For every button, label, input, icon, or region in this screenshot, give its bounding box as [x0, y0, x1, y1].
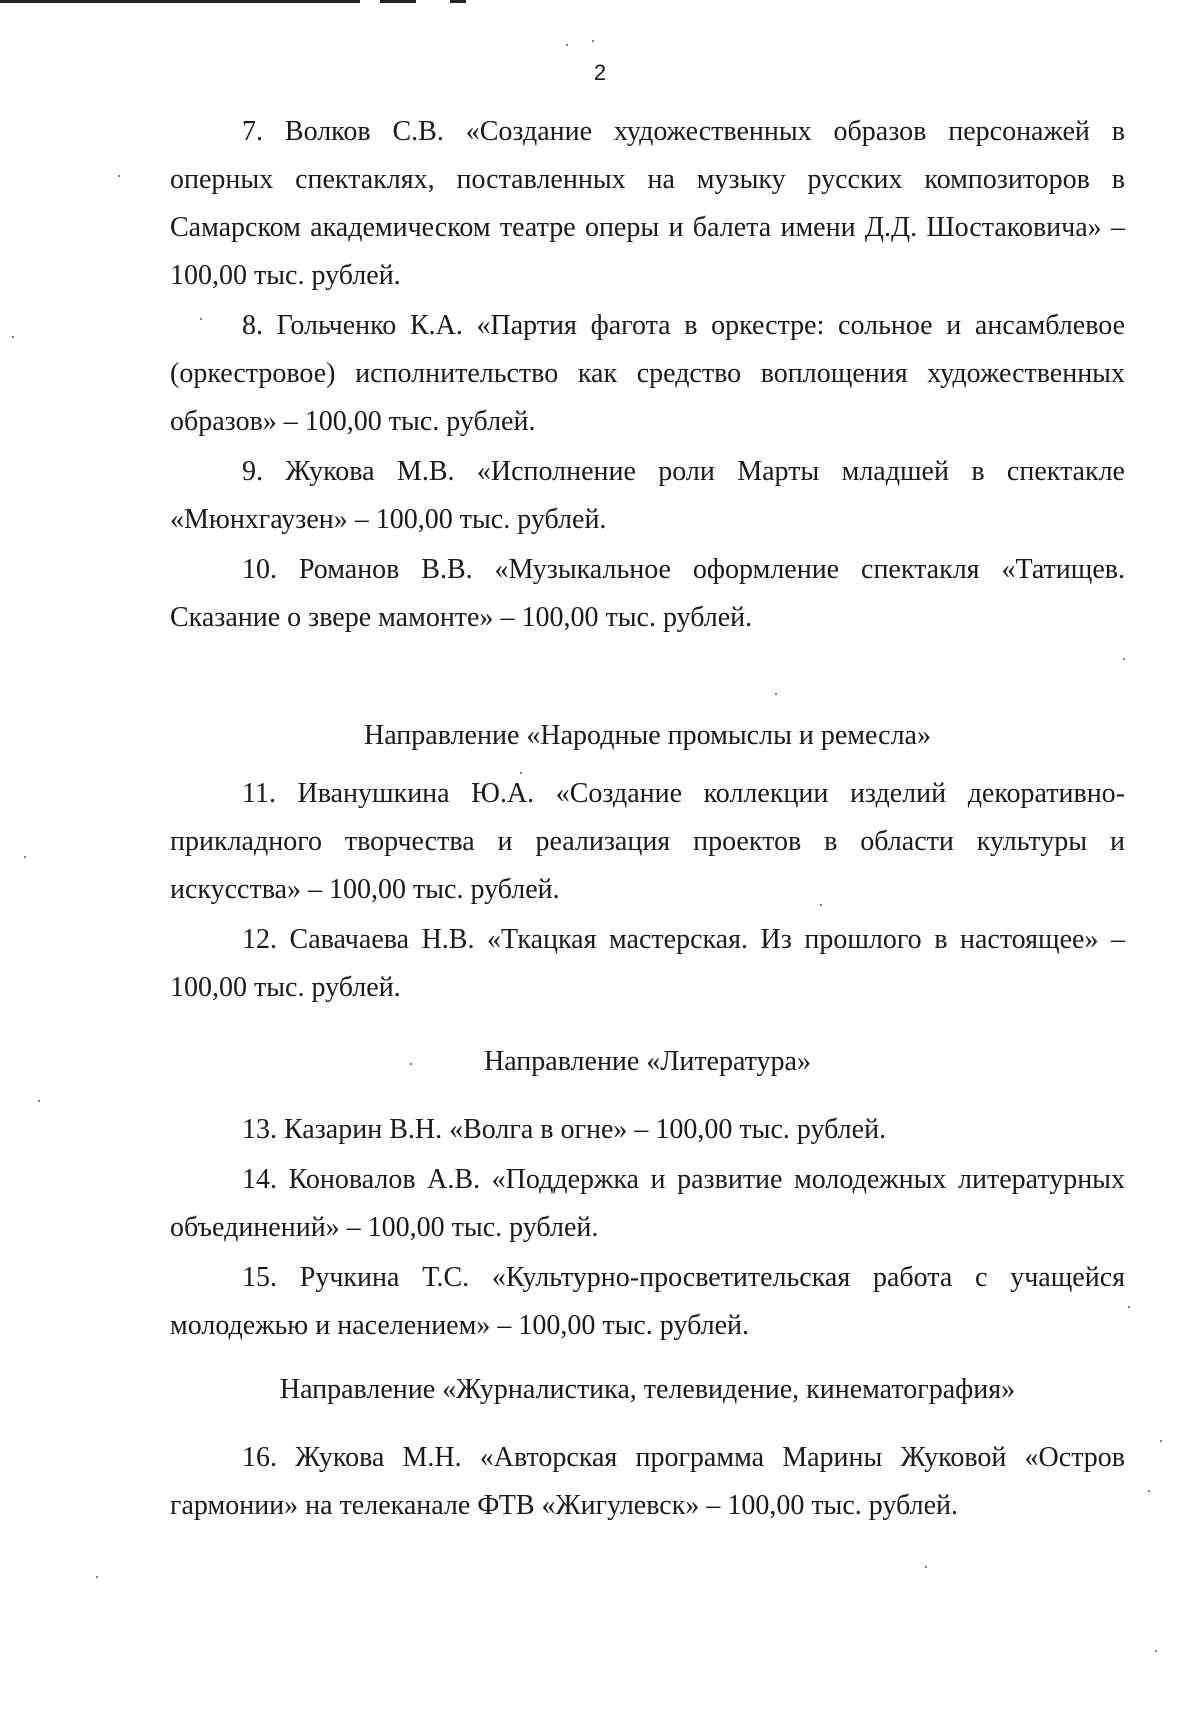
list-item: 13. Казарин В.Н. «Волга в огне» – 100,00 тыс. рублей.	[242, 1114, 887, 1145]
list-item: 11. Иванушкина Ю.А. «Создание коллекции изделий декоративно-прикладного творчества и реализация проектов в области культуры и искусства» – 100,00 тыс. рублей.	[170, 778, 1125, 905]
section-crafts	[170, 712, 1125, 1012]
list-item: 16. Жукова М.Н. «Авторская программа Марины Жуковой «Остров гармонии» на телеканале ФТВ «Жигулевск» – 100,00 тыс. рублей.	[170, 1442, 1125, 1521]
section-heading: Направление «Журналистика, телевидение, кинематография»	[279, 1374, 1016, 1405]
list-item: 15. Ручкина Т.С. «Культурно-просветительская работа с учащейся молодежью и населением» – 100,00 тыс. рублей.	[170, 1262, 1125, 1341]
scan-speck	[38, 1100, 40, 1102]
section-heading: Направление «Народные промыслы и ремесла»	[364, 720, 931, 751]
scan-speck	[24, 856, 26, 858]
scan-speck	[592, 40, 594, 42]
page-number: 2	[593, 60, 607, 85]
scan-speck	[1128, 1306, 1130, 1308]
list-item: 14. Коновалов А.В. «Поддержка и развитие молодежных литературных объединений» – 100,00 тыс. рублей.	[170, 1164, 1125, 1243]
scan-speck	[200, 318, 202, 320]
list-item: 8. Гольченко К.А. «Партия фагота в оркестре: сольное и ансамблевое (оркестровое) исполнительство как средство воплощения художественных образов» – 100,00 тыс. рублей.	[170, 310, 1125, 437]
top-border-line-segment	[450, 0, 466, 3]
scan-speck	[1148, 1490, 1150, 1492]
scan-speck	[925, 1566, 927, 1568]
top-border-line	[0, 0, 360, 3]
list-item: 12. Савачаева Н.В. «Ткацкая мастерская. Из прошлого в настоящее» – 100,00 тыс. рублей.	[170, 924, 1125, 1003]
scan-speck	[520, 772, 522, 774]
scan-speck	[118, 175, 120, 177]
top-border-line-segment	[380, 0, 416, 3]
scan-speck	[566, 44, 568, 46]
scan-speck	[410, 1063, 412, 1065]
scan-speck	[1160, 1440, 1162, 1442]
scan-speck	[1123, 658, 1125, 660]
section-literature	[170, 1038, 1125, 1350]
scan-speck	[820, 904, 822, 906]
scan-speck	[12, 336, 14, 338]
scan-speck	[1155, 1650, 1157, 1652]
section-journalism	[170, 1366, 1125, 1530]
list-item: 9. Жукова М.В. «Исполнение роли Марты младшей в спектакле «Мюнхгаузен» – 100,00 тыс. рублей.	[170, 456, 1125, 535]
top-items-block	[170, 108, 1125, 642]
list-item: 10. Романов В.В. «Музыкальное оформление спектакля «Татищев. Сказание о звере мамонте» – 100,00 тыс. рублей.	[170, 554, 1125, 633]
scan-speck	[96, 1576, 98, 1578]
section-heading: Направление «Литература»	[484, 1046, 811, 1077]
list-item: 7. Волков С.В. «Создание художественных образов персонажей в оперных спектаклях, поставленных на музыку русских композиторов в Самарском академическом театре оперы и балета имени Д.Д. Шостаковича» – 100,00 тыс. рублей.	[170, 116, 1125, 291]
scan-speck	[775, 693, 777, 695]
